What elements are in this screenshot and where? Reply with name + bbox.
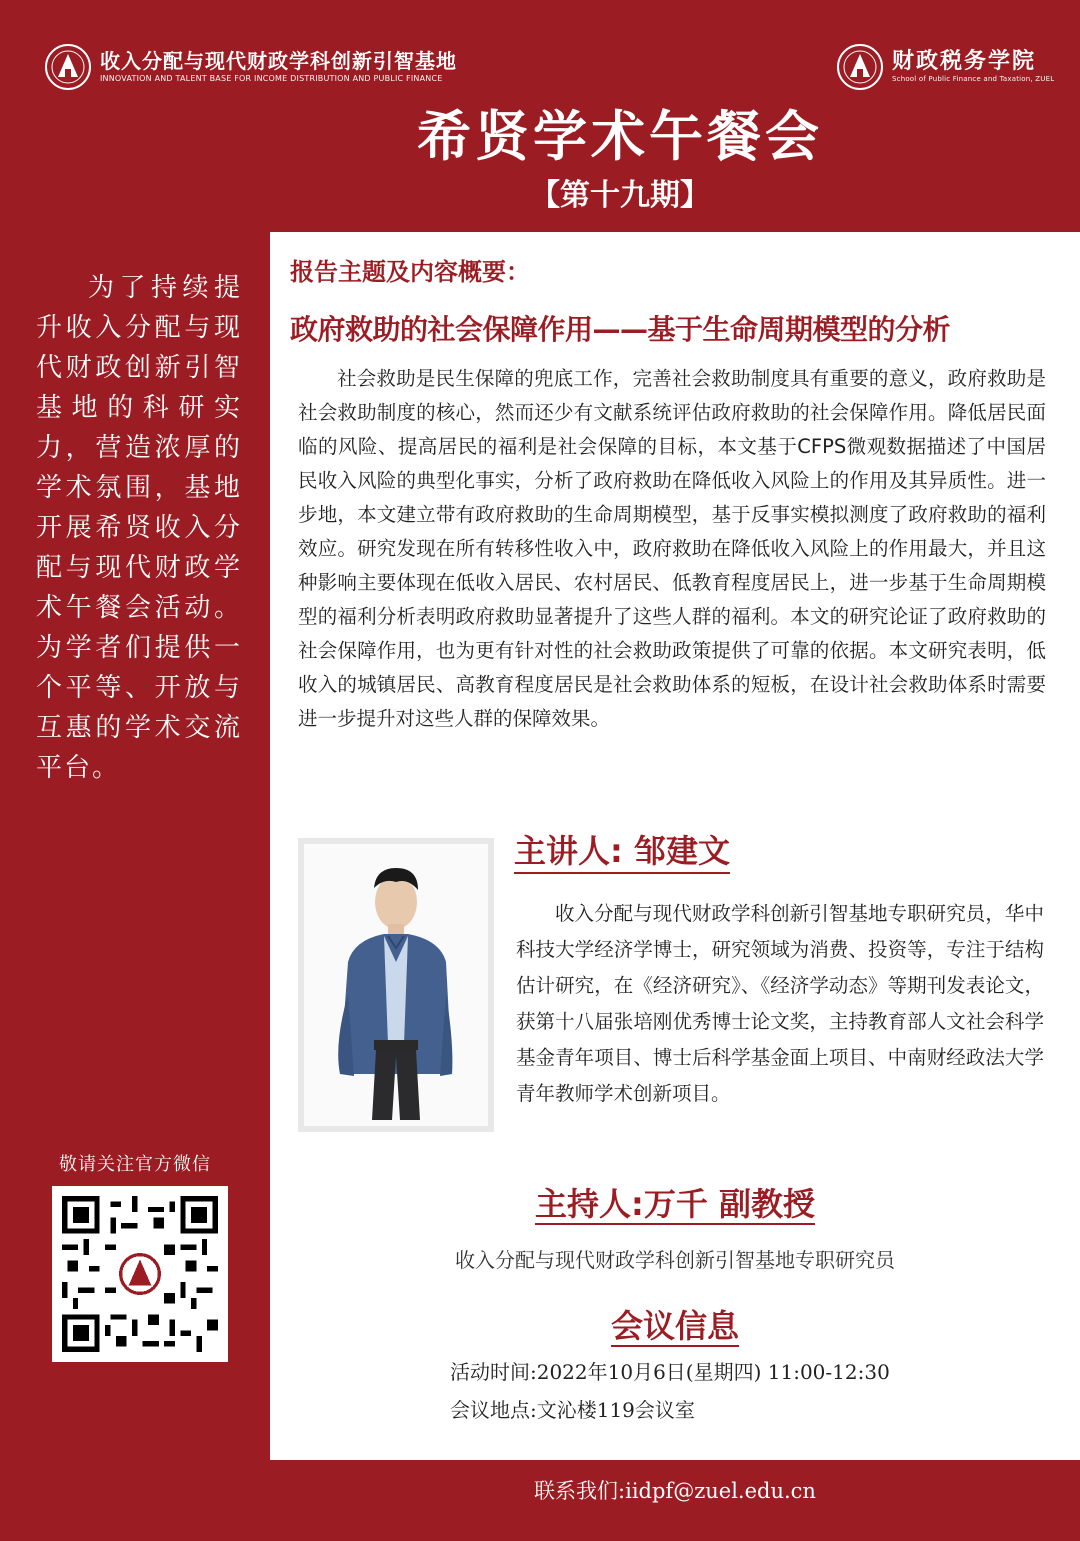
speaker-heading: 主讲人: 邹建文	[514, 830, 730, 874]
base-logo-cn: 收入分配与现代财政学科创新引智基地	[100, 49, 457, 73]
base-logo	[44, 42, 474, 92]
topic-label: 报告主题及内容概要：	[290, 258, 530, 286]
meeting-time: 活动时间:2022年10月6日(星期四) 11:00-12:30	[450, 1360, 890, 1384]
page-title: 希贤学术午餐会	[417, 104, 823, 168]
qr-code-icon	[62, 1196, 218, 1352]
base-emblem-icon	[44, 43, 92, 91]
content-panel	[270, 232, 1080, 1460]
topic-abstract: 社会救助是民生保障的兜底工作，完善社会救助制度具有重要的意义，政府救助是社会救助制度的核心，然而还少有文献系统评估政府救助的社会保障作用。降低居民面临的风险、提高居民的福利是社会保障的目标，本文基于CFPS微观数据描述了中国居民收入风险的典型化事实，分析了政府救助在降低收入风险上的作用及其异质性。进一步地，本文建立带有政府救助的生命周期模型，基于反事实模拟测度了政府救助的福利效应。研究发现在所有转移性收入中，政府救助在降低收入风险上的作用最大，并且这种影响主要体现在低收入居民、农村居民、低教育程度居民上，进一步基于生命周期模型的福利分析表明政府救助显著提升了这些人群的福利。本文的研究论证了政府救助的社会保障作用，也为更有针对性的社会救助政策提供了可靠的依据。本文研究表明，低收入的城镇居民、高教育程度居民是社会救助体系的短板，在设计社会救助体系时需要进一步提升对这些人群的保障效果。	[298, 367, 1046, 730]
school-logo	[836, 42, 1055, 92]
speaker-photo	[298, 838, 494, 1132]
school-logo-en: School of Public Finance and Taxation, ZUEL	[892, 75, 1055, 83]
base-logo-en: INNOVATION AND TALENT BASE FOR INCOME DISTRIBUTION AND PUBLIC FINANCE	[100, 74, 443, 83]
school-emblem-icon	[836, 43, 884, 91]
speaker-portrait-icon	[304, 844, 488, 1126]
meeting-heading	[270, 1304, 1080, 1348]
school-logo-cn: 财政税务学院	[892, 48, 1037, 74]
qr-caption: 敬请关注官方微信	[59, 1154, 211, 1175]
topic-title: 政府救助的社会保障作用——基于生命周期模型的分析	[290, 313, 951, 346]
meeting-heading-text: 会议信息	[610, 1307, 739, 1345]
footer-contact[interactable]: 联系我们:iidpf@zuel.edu.cn	[270, 1460, 1080, 1541]
host-heading-text: 主持人:万千 副教授	[535, 1185, 815, 1223]
header	[0, 0, 1080, 232]
host-description: 收入分配与现代财政学科创新引智基地专职研究员	[455, 1248, 895, 1272]
host-heading	[270, 1182, 1080, 1226]
meeting-place: 会议地点:文沁楼119会议室	[450, 1398, 695, 1422]
sidebar	[0, 232, 270, 1541]
speaker-bio: 收入分配与现代财政学科创新引智基地专职研究员，华中科技大学经济学博士，研究领域为消费、投资等，专注于结构估计研究，在《经济研究》、《经济学动态》等期刊发表论文，获第十八届张培刚优秀博士论文奖，主持教育部人文社会科学基金青年项目、博士后科学基金面上项目、中南财经政法大学青年教师学术创新项目。	[516, 902, 1044, 1105]
issue-number: 【第十九期】	[530, 178, 710, 213]
wechat-qr-code[interactable]	[52, 1186, 228, 1362]
sidebar-intro: 为了持续提升收入分配与现代财政创新引智基地的科研实力，营造浓厚的学术氛围，基地开展希贤收入分配与现代财政学术午餐会活动。为学者们提供一个平等、开放与互惠的学术交流平台。	[36, 273, 242, 783]
